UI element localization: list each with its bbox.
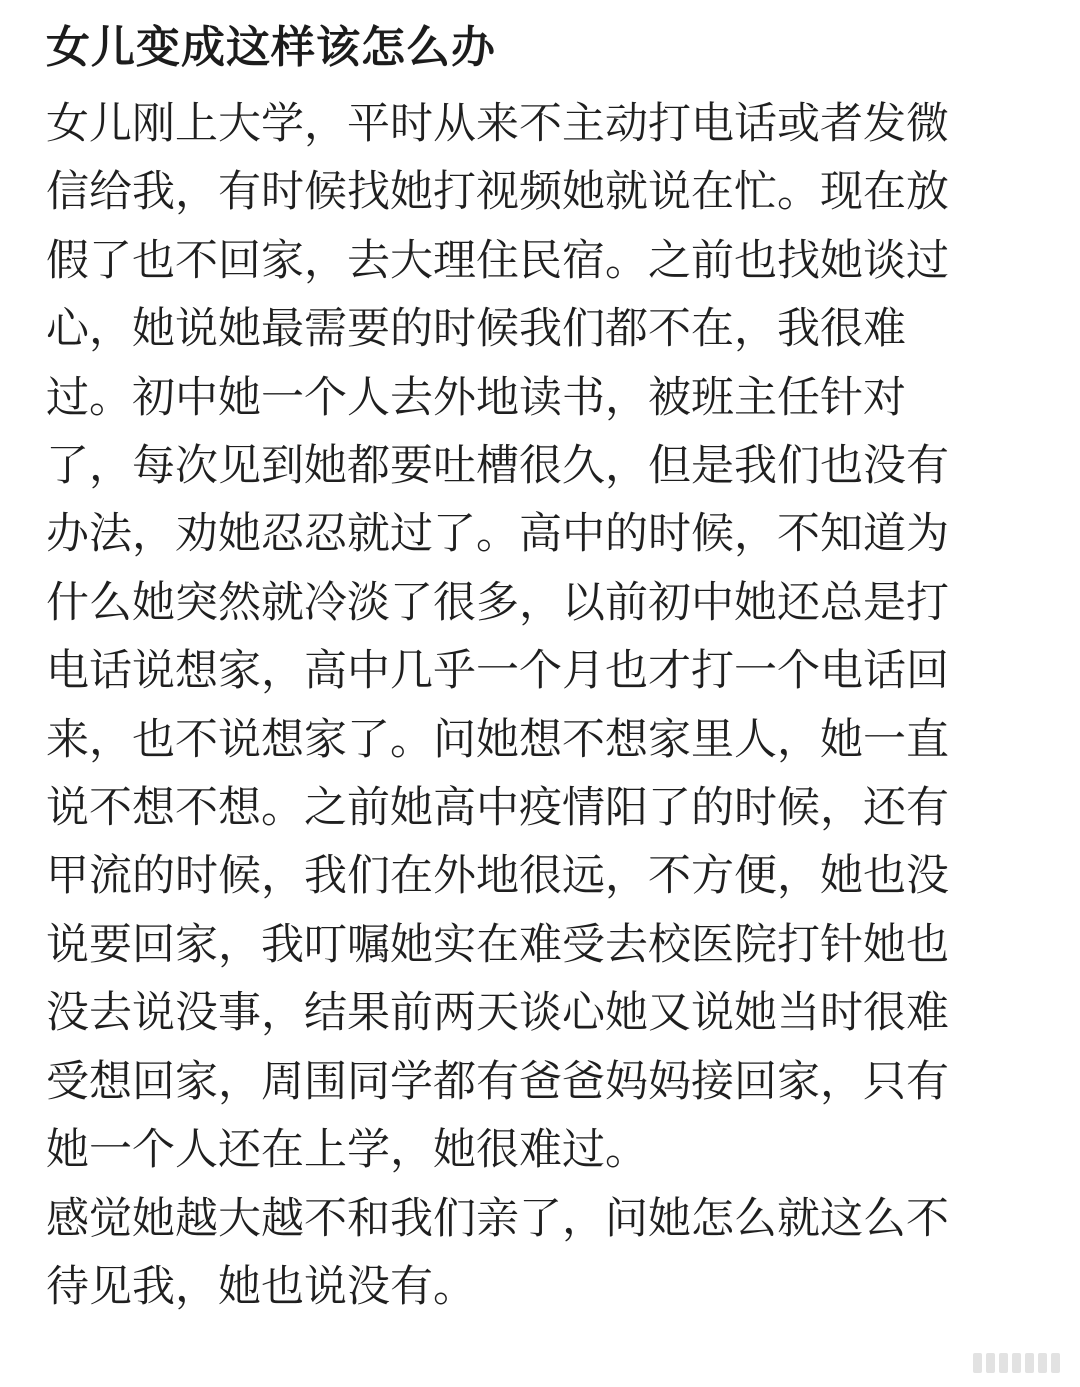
watermark-bar: [1025, 1353, 1034, 1373]
text-line: 没去说没事，结果前两天谈心她又说她当时很难: [46, 988, 949, 1039]
text-line: 说要回家，我叮嘱她实在难受去校医院打针她也: [46, 919, 949, 970]
text-line: 她一个人还在上学，她很难过。: [46, 1125, 648, 1176]
watermark-bar: [1051, 1353, 1060, 1373]
bars-watermark-icon: [969, 1353, 1060, 1373]
paragraph-2: [46, 1185, 1036, 1322]
post-title: 女儿变成这样该怎么办: [46, 22, 496, 73]
watermark-bar: [999, 1353, 1008, 1373]
text-line: 说不想不想。之前她高中疫情阳了的时候，还有: [46, 783, 949, 834]
text-line: 甲流的时候，我们在外地很远，不方便，她也没: [46, 851, 949, 902]
paragraph-1: [46, 90, 1036, 1185]
text-line: 电话说想家，高中几乎一个月也才打一个电话回: [46, 646, 949, 697]
text-line: 什么她突然就冷淡了很多，以前初中她还总是打: [46, 577, 949, 628]
text-line: 了，每次见到她都要吐槽很久，但是我们也没有: [46, 441, 949, 492]
post-body: [46, 90, 1036, 1321]
text-line: 来，也不说想家了。问她想不想家里人，她一直: [46, 714, 949, 765]
text-line: 待见我，她也说没有。: [46, 1261, 476, 1312]
text-line: 心，她说她最需要的时候我们都不在，我很难: [46, 304, 906, 355]
watermark-bar: [1012, 1353, 1021, 1373]
text-line: 受想回家，周围同学都有爸爸妈妈接回家，只有: [46, 1056, 949, 1107]
text-line: 感觉她越大越不和我们亲了，问她怎么就这么不: [46, 1193, 949, 1244]
watermark-bar: [986, 1353, 995, 1373]
post: [46, 14, 1036, 1321]
text-line: 办法，劝她忍忍就过了。高中的时候，不知道为: [46, 509, 949, 560]
watermark-bar: [973, 1353, 982, 1373]
text-line: 过。初中她一个人去外地读书，被班主任针对: [46, 372, 906, 423]
text-line: 女儿刚上大学，平时从来不主动打电话或者发微: [46, 99, 949, 149]
text-line: 信给我，有时候找她打视频她就说在忙。现在放: [46, 167, 949, 218]
text-line: 假了也不回家，去大理住民宿。之前也找她谈过: [46, 235, 949, 286]
watermark-bar: [1038, 1353, 1047, 1373]
